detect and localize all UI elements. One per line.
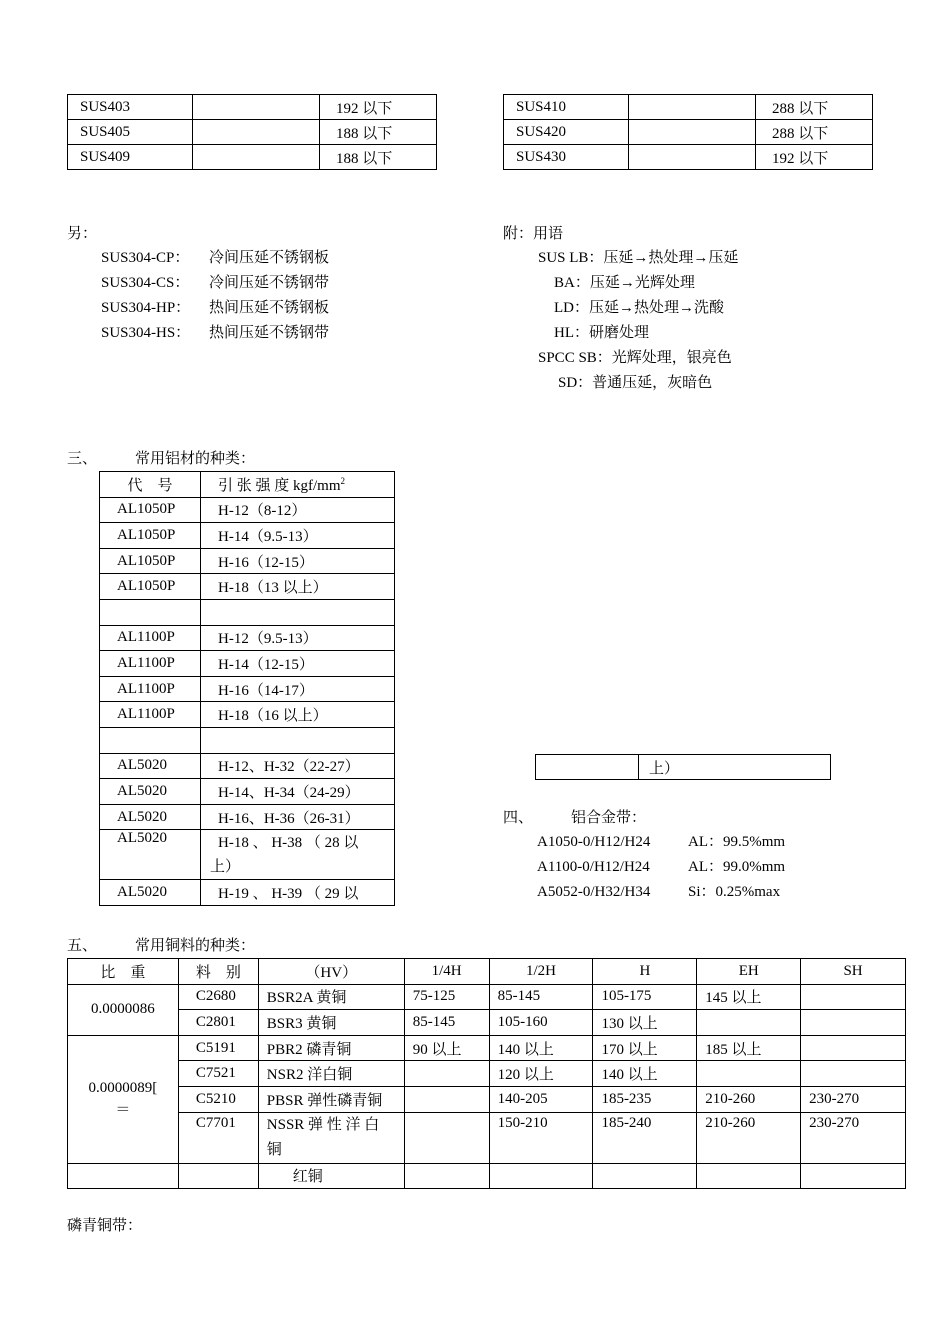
copper-name: BSR2A 黄铜 [258, 984, 404, 1010]
alu-row [100, 676, 395, 702]
note-code: SUS304-HP： [101, 300, 191, 316]
term-line: SD：普通压延，灰暗色 [558, 375, 713, 391]
col-header-code: 代 号 [100, 472, 201, 498]
alu-row [100, 599, 395, 625]
alu-code: AL5020 [100, 804, 201, 830]
copper-eh [697, 1061, 801, 1087]
note-desc: 热间压延不锈钢带 [209, 325, 330, 341]
copper-value [593, 1163, 697, 1189]
alu-code: AL1050P [100, 497, 201, 523]
copper-half-h: 85-145 [489, 984, 593, 1010]
copper-density-line: 0.0000089[ [88, 1080, 158, 1097]
alu-row [100, 753, 395, 779]
sus-table-right [503, 94, 873, 170]
copper-value [404, 1163, 489, 1189]
copper-code: C7701 [178, 1112, 258, 1163]
note-code: SUS304-HS： [101, 325, 191, 341]
copper-row [68, 1010, 906, 1036]
copper-code: C2680 [178, 984, 258, 1010]
alu-row [100, 625, 395, 651]
alu-code: AL5020 [100, 779, 201, 805]
copper-value: 185-240 [593, 1112, 697, 1163]
sus-grade: SUS430 [504, 145, 629, 170]
note-desc: 冷间压延不锈钢带 [209, 275, 330, 291]
alu-code [100, 727, 201, 753]
alu-strength [201, 727, 395, 753]
copper-density [68, 1163, 179, 1189]
copper-col-header: 比 重 [68, 959, 179, 985]
alloy-spec: Si：0.25%max [688, 884, 781, 900]
copper-h: 140 以上 [593, 1061, 697, 1087]
sus-blank [193, 145, 320, 170]
alu-strength: H-16、H-36（26-31） [201, 804, 395, 830]
alu-strength: H-14（9.5-13） [201, 523, 395, 549]
copper-name: NSR2 洋白铜 [258, 1061, 404, 1087]
copper-half-h: 140-205 [489, 1086, 593, 1112]
copper-value: 210-260 [697, 1112, 801, 1163]
alloy-spec: AL：99.0%mm [688, 859, 786, 875]
sus-hardness: 188 以下 [320, 120, 437, 145]
alu-strength: H-18（13 以上） [201, 574, 395, 600]
copper-eh: 185 以上 [697, 1035, 801, 1061]
copper-quarter-h [404, 1061, 489, 1087]
stray-box [535, 754, 831, 780]
copper-col-header: SH [801, 959, 906, 985]
copper-density [68, 1035, 179, 1163]
sus-grade: SUS409 [68, 145, 193, 170]
alu-strength: H-14（12-15） [201, 651, 395, 677]
alu-strength: H-12、H-32（22-27） [201, 753, 395, 779]
copper-value: 150-210 [489, 1112, 593, 1163]
copper-sh: 230-270 [801, 1086, 906, 1112]
note-code: SUS304-CP： [101, 250, 190, 266]
copper-code [178, 1163, 258, 1189]
alloy-grade: A5052-0/H32/H34 [537, 884, 651, 900]
copper-quarter-h [404, 1112, 489, 1163]
note-code: SUS304-CS： [101, 275, 190, 291]
sus-blank [629, 95, 756, 120]
sus-hardness: 192 以下 [320, 95, 437, 120]
copper-eh: 210-260 [697, 1086, 801, 1112]
alu-code: AL5020 [100, 880, 201, 906]
copper-heading: 常用铜料的种类： [135, 938, 256, 954]
alu-row [100, 804, 395, 830]
copper-name: PBR2 磷青铜 [258, 1035, 404, 1061]
copper-row [68, 1035, 906, 1061]
alu-code: AL1050P [100, 523, 201, 549]
copper-code: C7521 [178, 1061, 258, 1087]
alu-row [100, 523, 395, 549]
aluminum-heading-number: 三、 [67, 451, 98, 467]
sus-blank [629, 145, 756, 170]
alu-code: AL1050P [100, 548, 201, 574]
copper-eh [697, 1010, 801, 1036]
alu-strength: H-19 、 H-39 （ 29 以 [201, 880, 395, 906]
copper-code: C2801 [178, 1010, 258, 1036]
alu-row [100, 574, 395, 600]
copper-row [68, 1163, 906, 1189]
sus-hardness: 188 以下 [320, 145, 437, 170]
alu-row [100, 779, 395, 805]
alu-row [100, 727, 395, 753]
copper-name-line: 铜 [266, 1141, 282, 1158]
note-heading: 另： [67, 226, 98, 242]
footer-label: 磷青铜带： [67, 1218, 143, 1234]
alu-strength: H-12（8-12） [201, 497, 395, 523]
sus-row [68, 145, 437, 170]
alu-row [100, 651, 395, 677]
alu-strength: H-16（14-17） [201, 676, 395, 702]
sus-grade: SUS420 [504, 120, 629, 145]
copper-value [801, 1163, 906, 1189]
copper-col-header: 料 别 [178, 959, 258, 985]
copper-col-header: 1/4H [404, 959, 489, 985]
copper-col-header: EH [697, 959, 801, 985]
copper-half-h: 140 以上 [489, 1035, 593, 1061]
sus-hardness: 192 以下 [756, 145, 873, 170]
sus-hardness: 288 以下 [756, 95, 873, 120]
alu-strength: H-16（12-15） [201, 548, 395, 574]
copper-row [68, 984, 906, 1010]
aluminum-table [99, 471, 395, 906]
copper-h: 105-175 [593, 984, 697, 1010]
alu-code [100, 599, 201, 625]
copper-name-line: NSSR 弹 性 洋 白 [266, 1116, 380, 1133]
sus-table-left [67, 94, 437, 170]
copper-row [68, 1112, 906, 1163]
alloy-grade: A1050-0/H12/H24 [537, 834, 651, 850]
alu-row [100, 702, 395, 728]
sus-row [68, 95, 437, 120]
note-desc: 冷间压延不锈钢板 [209, 250, 330, 266]
copper-col-header: H [593, 959, 697, 985]
copper-heading-number: 五、 [67, 938, 98, 954]
copper-half-h: 105-160 [489, 1010, 593, 1036]
copper-row [68, 1086, 906, 1112]
copper-density: 0.0000086 [68, 984, 179, 1035]
sus-blank [193, 95, 320, 120]
copper-name: BSR3 黄铜 [258, 1010, 404, 1036]
alu-code: AL5020 [100, 830, 201, 880]
copper-name: 红铜 [258, 1163, 404, 1189]
term-line: LD：压延→热处理→洗酸 [554, 300, 724, 316]
sus-grade: SUS410 [504, 95, 629, 120]
copper-sh [801, 984, 906, 1010]
term-line: SUS LB：压延→热处理→压延 [538, 250, 739, 266]
copper-sh [801, 1010, 906, 1036]
alloy-heading: 铝合金带： [571, 810, 647, 826]
note-desc: 热间压延不锈钢板 [209, 300, 330, 316]
copper-code: C5191 [178, 1035, 258, 1061]
copper-quarter-h: 85-145 [404, 1010, 489, 1036]
copper-value [489, 1163, 593, 1189]
copper-sh [801, 1061, 906, 1087]
alu-strength: H-12（9.5-13） [201, 625, 395, 651]
alu-row [100, 497, 395, 523]
copper-sh [801, 1035, 906, 1061]
sus-grade: SUS405 [68, 120, 193, 145]
alloy-heading-number: 四、 [503, 810, 534, 826]
copper-value [697, 1163, 801, 1189]
copper-col-header: 1/2H [489, 959, 593, 985]
copper-name [258, 1112, 404, 1163]
alu-code: AL1100P [100, 702, 201, 728]
stray-box-text: 上） [639, 755, 831, 780]
term-line: HL：研磨处理 [554, 325, 649, 341]
sus-row [504, 95, 873, 120]
copper-eh: 145 以上 [697, 984, 801, 1010]
copper-name: PBSR 弹性磷青铜 [258, 1086, 404, 1112]
alu-strength: H-18 、 H-38 （ 28 以 上） [201, 830, 395, 880]
copper-row [68, 1061, 906, 1087]
col-header-strength: 引 张 强 度 kgf/$mm^2$ [201, 472, 395, 498]
alu-code: AL1100P [100, 676, 201, 702]
copper-h: 170 以上 [593, 1035, 697, 1061]
sus-row [504, 120, 873, 145]
sus-hardness: 288 以下 [756, 120, 873, 145]
copper-quarter-h: 75-125 [404, 984, 489, 1010]
copper-table [67, 958, 906, 1189]
alu-code: AL5020 [100, 753, 201, 779]
alu-strength: H-18（16 以上） [201, 702, 395, 728]
copper-quarter-h [404, 1086, 489, 1112]
sus-blank [193, 120, 320, 145]
sus-blank [629, 120, 756, 145]
copper-half-h: 120 以上 [489, 1061, 593, 1087]
stray-box-empty [536, 755, 639, 780]
copper-h: 130 以上 [593, 1010, 697, 1036]
copper-h: 185-235 [593, 1086, 697, 1112]
alloy-spec: AL：99.5%mm [688, 834, 786, 850]
aluminum-heading: 常用铝材的种类： [135, 451, 256, 467]
sus-row [504, 145, 873, 170]
copper-col-header: （HV） [258, 959, 404, 985]
copper-code: C5210 [178, 1086, 258, 1112]
alu-row [100, 548, 395, 574]
term-line: SPCC SB：光辉处理，银亮色 [538, 350, 732, 366]
sus-grade: SUS403 [68, 95, 193, 120]
sus-row [68, 120, 437, 145]
copper-density-line: ＝ [115, 1102, 131, 1119]
alu-code: AL1100P [100, 625, 201, 651]
alu-code: AL1100P [100, 651, 201, 677]
alu-strength [201, 599, 395, 625]
terms-heading: 附：用语 [503, 226, 564, 242]
alloy-grade: A1100-0/H12/H24 [537, 859, 650, 875]
alu-strength: H-14、H-34（24-29） [201, 779, 395, 805]
copper-quarter-h: 90 以上 [404, 1035, 489, 1061]
copper-value: 230-270 [801, 1112, 906, 1163]
alu-code: AL1050P [100, 574, 201, 600]
term-line: BA：压延→光辉处理 [554, 275, 695, 291]
